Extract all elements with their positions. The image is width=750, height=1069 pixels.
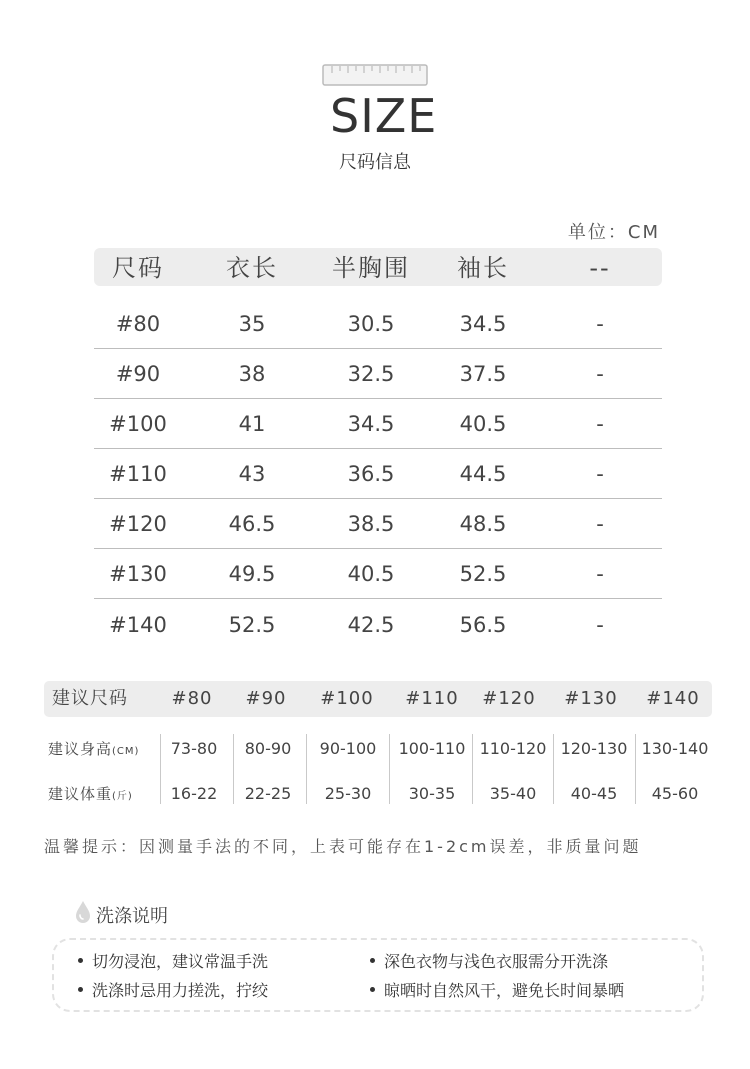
weight-value: 30-35 [408, 784, 456, 803]
table-cell: #80 [115, 312, 161, 336]
table-row [94, 449, 662, 499]
recommend-size: #120 [482, 688, 536, 709]
table-cell: - [596, 512, 604, 536]
table-cell: #120 [109, 512, 167, 536]
size-title: SIZE [330, 89, 438, 143]
bullet-icon [78, 987, 83, 992]
table-cell: 34.5 [459, 312, 507, 336]
weight-value: 40-45 [570, 784, 618, 803]
table-cell: - [596, 462, 604, 486]
weight-value: 45-60 [651, 784, 699, 803]
column-header: 尺码 [112, 254, 164, 282]
table-cell: 52.5 [228, 613, 276, 637]
table-row [94, 399, 662, 449]
table-cell: 30.5 [347, 312, 395, 336]
washing-item: 切勿浸泡，建议常温手洗 [78, 949, 268, 972]
table-cell: #130 [109, 562, 167, 586]
height-value: 120-130 [560, 739, 628, 758]
table-cell: 38.5 [347, 512, 395, 536]
table-cell: 40.5 [347, 562, 395, 586]
table-cell: 34.5 [347, 412, 395, 436]
table-cell: 48.5 [459, 512, 507, 536]
table-row [94, 499, 662, 549]
recommend-size: #90 [245, 688, 287, 709]
table-cell: - [596, 613, 604, 637]
table-cell: 43 [238, 462, 266, 486]
height-label: 建议身高(CM) [48, 740, 140, 758]
size-table-header [94, 248, 662, 286]
table-cell: 52.5 [459, 562, 507, 586]
column-header: 袖长 [457, 254, 509, 282]
table-cell: #110 [109, 462, 167, 486]
column-header: 衣长 [226, 254, 278, 282]
size-subtitle: 尺码信息 [339, 152, 411, 173]
table-cell: 44.5 [459, 462, 507, 486]
recommend-size: #100 [320, 688, 374, 709]
table-cell: 35 [238, 312, 266, 336]
table-cell: - [596, 362, 604, 386]
bullet-icon [78, 958, 83, 963]
recommend-size: #110 [405, 688, 459, 709]
table-cell: #90 [115, 362, 161, 386]
ruler-icon [322, 64, 428, 86]
bullet-icon [370, 958, 375, 963]
table-row [94, 549, 662, 599]
height-value: 73-80 [170, 739, 218, 758]
weight-value: 25-30 [324, 784, 372, 803]
recommend-size: #80 [171, 688, 213, 709]
weight-value: 35-40 [489, 784, 537, 803]
height-value: 80-90 [244, 739, 292, 758]
table-cell: 40.5 [459, 412, 507, 436]
table-cell: 41 [238, 412, 266, 436]
table-row [94, 349, 662, 399]
bullet-icon [370, 987, 375, 992]
column-header: -- [589, 254, 611, 282]
table-cell: 46.5 [228, 512, 276, 536]
table-cell: 56.5 [459, 613, 507, 637]
height-value: 110-120 [479, 739, 547, 758]
table-cell: - [596, 312, 604, 336]
table-cell: #140 [109, 613, 167, 637]
table-row [94, 299, 662, 349]
table-cell: 36.5 [347, 462, 395, 486]
recommend-weight-row [44, 772, 712, 816]
measurement-tip: 温馨提示：因测量手法的不同，上表可能存在1-2cm误差，非质量问题 [44, 837, 642, 856]
water-drop-icon [74, 900, 92, 924]
recommend-header-label: 建议尺码 [52, 688, 128, 709]
weight-value: 22-25 [244, 784, 292, 803]
recommend-height-row [44, 727, 712, 771]
washing-item: 晾晒时自然风干，避免长时间暴晒 [370, 978, 624, 1001]
height-value: 130-140 [641, 739, 709, 758]
row-divider [94, 598, 662, 599]
table-cell: - [596, 562, 604, 586]
washing-item: 洗涤时忌用力搓洗，拧绞 [78, 978, 268, 1001]
table-row [94, 600, 662, 650]
table-cell: - [596, 412, 604, 436]
column-header: 半胸围 [332, 254, 410, 282]
table-cell: 32.5 [347, 362, 395, 386]
recommend-size: #140 [646, 688, 700, 709]
table-cell: 49.5 [228, 562, 276, 586]
recommend-size: #130 [564, 688, 618, 709]
table-cell: 42.5 [347, 613, 395, 637]
weight-label: 建议体重(斤) [48, 785, 133, 803]
recommend-table-header [44, 681, 712, 717]
weight-value: 16-22 [170, 784, 218, 803]
height-value: 100-110 [398, 739, 466, 758]
table-cell: #100 [109, 412, 167, 436]
height-value: 90-100 [319, 739, 377, 758]
table-cell: 37.5 [459, 362, 507, 386]
washing-item: 深色衣物与浅色衣服需分开洗涤 [370, 949, 608, 972]
table-cell: 38 [238, 362, 266, 386]
washing-title: 洗涤说明 [96, 906, 168, 927]
unit-label: 单位：CM [567, 222, 660, 243]
